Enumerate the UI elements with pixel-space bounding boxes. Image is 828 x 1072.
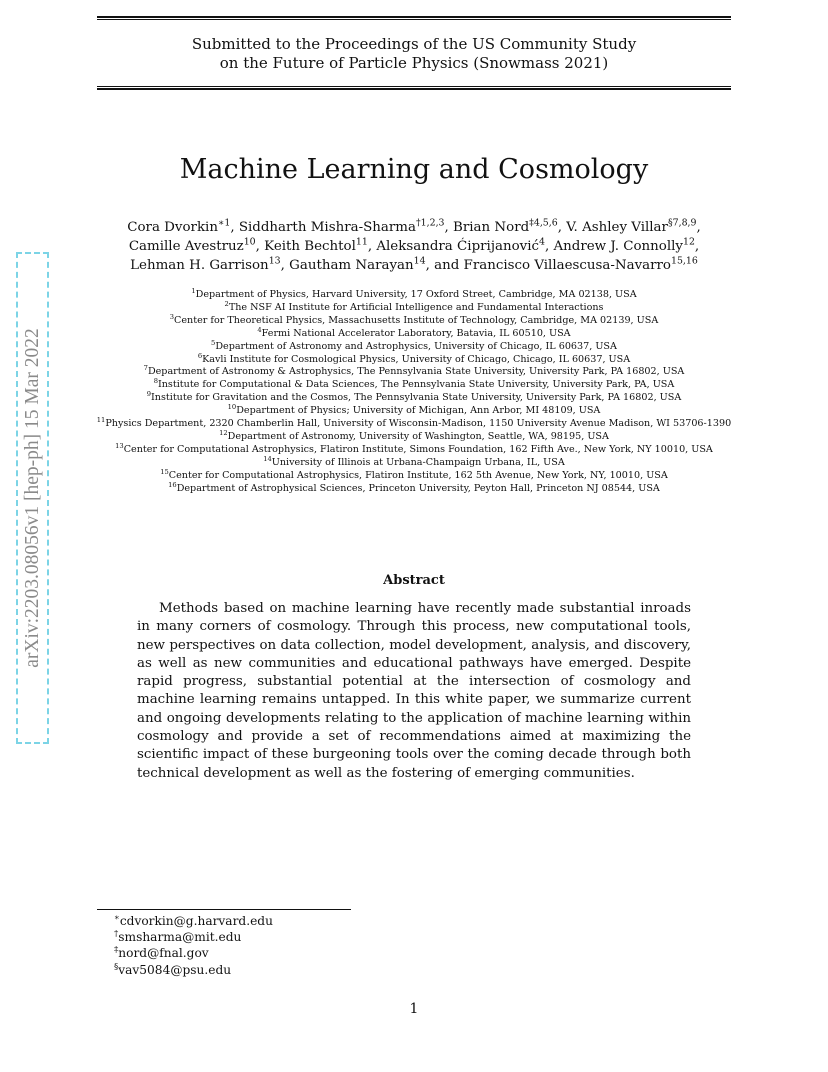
- footnote: [114, 962, 514, 978]
- affiliation-line: [60, 351, 768, 367]
- author-affiliation-marks: ∗1: [217, 217, 231, 229]
- footnote-mark: §: [114, 961, 119, 972]
- author-name: Gautham Narayan: [289, 258, 414, 273]
- submission-note: [97, 35, 731, 73]
- affiliation-line: [60, 441, 768, 457]
- affiliation-number: 2: [224, 299, 229, 308]
- author-name: Andrew J. Connolly: [553, 239, 683, 254]
- footnote: [114, 913, 514, 929]
- affiliation-number: 13: [115, 441, 124, 450]
- footnote: [114, 945, 514, 961]
- affiliation-line: [60, 415, 768, 431]
- affiliation-number: 5: [211, 338, 216, 347]
- author-name: V. Ashley Villar: [566, 220, 668, 235]
- header-rule-top-thin: [97, 19, 731, 20]
- footnote-mark: ∗: [114, 912, 120, 923]
- author-affiliation-marks: 13: [268, 255, 281, 267]
- affiliation-number: 6: [197, 351, 203, 360]
- affiliation-text: Department of Astrophysical Sciences, Princeton University, Peyton Hall, Princeton NJ 08544, USA: [176, 482, 660, 494]
- arxiv-stamp-text: arXiv:2203.08056v1 [hep-ph] 15 Mar 2022: [21, 328, 43, 668]
- submission-note-line-2: on the Future of Particle Physics (Snowmass 2021): [219, 54, 609, 72]
- submission-note-line-1: Submitted to the Proceedings of the US Community Study: [191, 35, 637, 53]
- affiliation-text: Center for Computational Astrophysics, Flatiron Institute, 162 5th Avenue, New York, NY, 10010, USA: [168, 469, 668, 481]
- author-name: Brian Nord: [453, 220, 530, 235]
- author-name: Camille Avestruz: [128, 239, 244, 254]
- affiliation-number: 7: [143, 364, 148, 373]
- affiliation-number: 16: [168, 480, 177, 489]
- affiliation-text: Department of Astronomy, University of Washington, Seattle, WA, 98195, USA: [227, 430, 609, 442]
- author-name: Cora Dvorkin: [127, 220, 218, 235]
- affiliation-line: [60, 379, 768, 392]
- affiliation-number: 9: [146, 390, 152, 399]
- header-rule-bottom-thin: [97, 86, 731, 87]
- affiliation-line: [60, 402, 768, 418]
- affiliation-text: Department of Astronomy and Astrophysics, University of Chicago, IL 60637, USA: [215, 340, 617, 352]
- footnote-email: vav5084@psu.edu: [118, 962, 232, 977]
- author-separator: ,: [230, 220, 239, 235]
- affiliation-number: 10: [227, 402, 237, 411]
- affiliation-number: 14: [263, 454, 272, 463]
- author-affiliation-marks: 10: [243, 236, 256, 248]
- footnote-email: smsharma@mit.edu: [118, 930, 242, 945]
- affiliation-number: 12: [219, 428, 228, 437]
- arxiv-stamp[interactable]: [16, 252, 49, 744]
- abstract-text: Methods based on machine learning have recently made substantial inroads in many corners of cosmology. Through this process, new computational tools, new perspectives on data collection, model development, analysis, and discovery, as well as new communities and educational pathways have emerged. Despite rapid progress, substantial potential at the intersection of cosmology and machine learning remains untapped. In this white paper, we summarize current and ongoing developments relating to the application of machine learning within cosmology and provide a set of recommendations aimed at maximizing the scientific impact of these burgeoning tools over the coming decade through both technical development as well as the fostering of emerging communities.: [137, 601, 691, 781]
- affiliation-text: Center for Theoretical Physics, Massachusetts Institute of Technology, Cambridge, MA 02139, USA: [174, 314, 659, 326]
- affiliation-text: Center for Computational Astrophysics, Flatiron Institute, Simons Foundation, 162 Fifth Ave., New York, NY 10010, USA: [123, 443, 713, 455]
- author-name: Aleksandra Ćiprijanović: [376, 239, 539, 254]
- author-separator: ,: [694, 239, 700, 254]
- footnote-email: cdvorkin@g.harvard.edu: [119, 914, 273, 928]
- author-separator: ,: [444, 220, 454, 235]
- affiliation-text: Physics Department, 2320 Chamberlin Hall, University of Wisconsin-Madison, 1150 University Avenue Madison, WI 53706-1390: [105, 418, 732, 430]
- affiliation-number: 1: [191, 286, 196, 295]
- affiliation-line: [60, 428, 768, 444]
- author-affiliation-marks: §7,8,9: [667, 217, 697, 229]
- affiliation-number: 4: [257, 325, 262, 334]
- author-separator: ,: [544, 239, 554, 254]
- author-separator: ,: [557, 220, 567, 235]
- author-separator: ,: [696, 220, 701, 235]
- affiliation-text: The NSF AI Institute for Artificial Intelligence and Fundamental Interactions: [228, 301, 604, 313]
- author-separator: , and: [425, 258, 464, 273]
- affiliation-list: [60, 286, 768, 496]
- affiliation-line: [60, 312, 768, 328]
- author-affiliation-marks: 15,16: [671, 255, 698, 267]
- header-rule-bottom: [97, 88, 731, 90]
- affiliation-line: [60, 286, 768, 302]
- affiliation-line: [60, 366, 768, 379]
- affiliation-text: Department of Astronomy & Astrophysics, The Pennsylvania State University, University Park, PA 16802, USA: [147, 366, 685, 378]
- affiliation-text: Kavli Institute for Cosmological Physics, University of Chicago, Chicago, IL 60637, USA: [202, 353, 631, 365]
- affiliation-text: Fermi National Accelerator Laboratory, Batavia, IL 60510, USA: [261, 327, 571, 339]
- footnote-email: nord@fnal.gov: [118, 946, 209, 961]
- author-list: [106, 218, 722, 275]
- affiliation-line: [60, 467, 768, 483]
- author-affiliation-marks: 11: [355, 236, 368, 248]
- footnote-list: [114, 913, 514, 978]
- affiliation-number: 8: [153, 377, 158, 386]
- affiliation-line: [60, 325, 768, 341]
- author-affiliation-marks: 4: [539, 236, 545, 248]
- affiliation-text: University of Illinois at Urbana-Champaign Urbana, IL, USA: [271, 456, 565, 468]
- author-affiliation-marks: †1,2,3: [415, 217, 445, 229]
- author-name: Francisco Villaescusa-Navarro: [463, 258, 671, 273]
- author-separator: ,: [280, 258, 290, 273]
- header-rule-top: [97, 16, 731, 18]
- affiliation-line: [60, 299, 768, 315]
- affiliation-text: Institute for Computational & Data Sciences, The Pennsylvania State University, University Park, PA, USA: [157, 379, 675, 391]
- author-name: Lehman H. Garrison: [130, 258, 269, 273]
- author-separator: ,: [255, 239, 265, 254]
- abstract-heading: Abstract: [383, 573, 445, 588]
- author-name: Siddharth Mishra-Sharma: [238, 220, 416, 235]
- affiliation-line: [60, 480, 768, 496]
- footnote-mark: †: [114, 929, 119, 940]
- affiliation-line: [60, 338, 768, 354]
- paper-title: Machine Learning and Cosmology: [179, 154, 649, 185]
- affiliation-line: [60, 392, 768, 405]
- author-name: Keith Bechtol: [264, 239, 356, 254]
- footnote: [114, 929, 514, 945]
- affiliation-text: Institute for Gravitation and the Cosmos, The Pennsylvania State University, University Park, PA 16802, USA: [151, 392, 682, 404]
- affiliation-number: 3: [169, 312, 175, 321]
- footnote-rule: [97, 909, 351, 910]
- footnote-mark: ‡: [114, 945, 119, 956]
- author-affiliation-marks: 12: [682, 236, 695, 248]
- author-affiliation-marks: 14: [413, 255, 426, 267]
- affiliation-number: 11: [96, 415, 106, 424]
- affiliation-number: 15: [160, 467, 169, 476]
- page-number: 1: [409, 1001, 419, 1017]
- author-separator: ,: [367, 239, 377, 254]
- affiliation-text: Department of Physics; University of Michigan, Ann Arbor, MI 48109, USA: [236, 405, 601, 417]
- author-affiliation-marks: ‡4,5,6: [529, 217, 558, 229]
- affiliation-text: Department of Physics, Harvard University, 17 Oxford Street, Cambridge, MA 02138, USA: [195, 289, 637, 300]
